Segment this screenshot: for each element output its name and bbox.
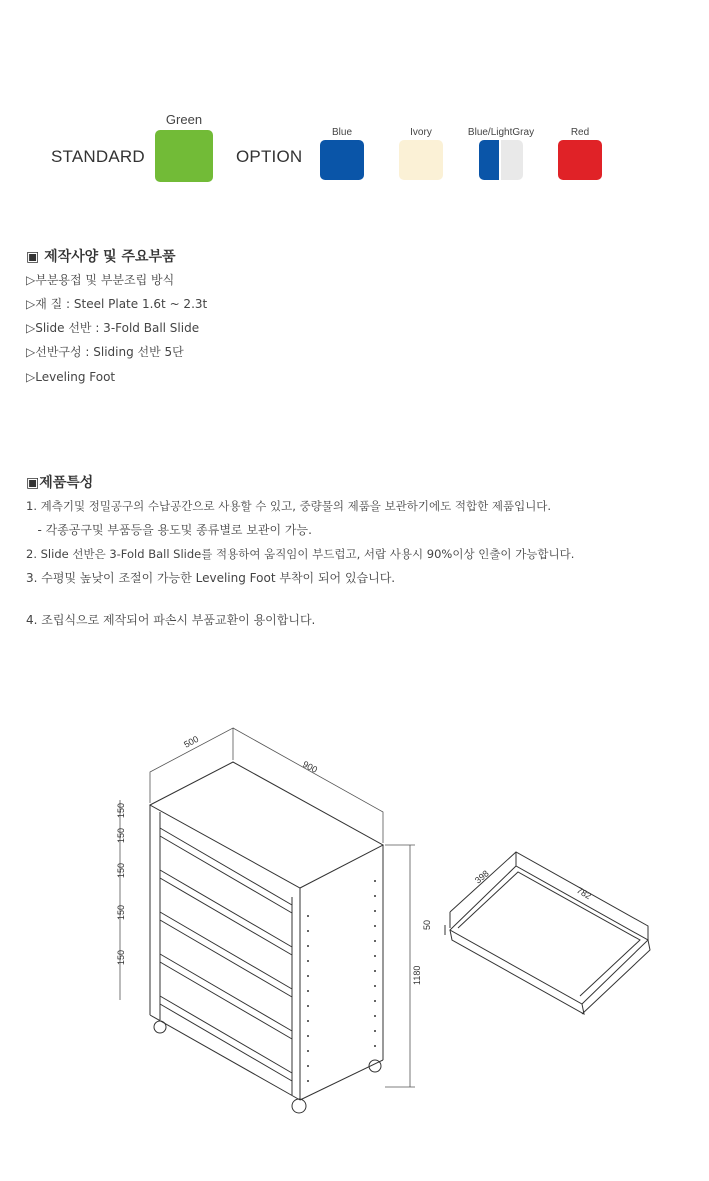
- option-label: OPTION: [236, 147, 303, 166]
- dim-gap-2: 150: [116, 827, 126, 843]
- swatch-red[interactable]: [558, 140, 602, 180]
- feature-item: - 각종공구및 부품등을 용도및 종류별로 보관이 가능.: [26, 523, 312, 537]
- option-color-name-blue: Blue: [331, 127, 352, 138]
- dim-drawer-width: 782: [575, 885, 594, 902]
- swatch-ivory[interactable]: [399, 140, 443, 180]
- dim-width: 900: [301, 758, 320, 775]
- standard-label: STANDARD: [51, 147, 145, 166]
- feature-item: 4. 조립식으로 제작되어 파손시 부품교환이 용이합니다.: [26, 613, 316, 627]
- dim-drawer-height: 50: [422, 919, 432, 930]
- dim-gap-1: 150: [116, 802, 126, 818]
- feature-item: 1. 계측기및 정밀공구의 수납공간으로 사용할 수 있고, 중량물의 제품을 보관하기에도 적합한 제품입니다.: [26, 499, 552, 513]
- feature-item: 2. Slide 선반은 3-Fold Ball Slide를 적용하여 움직임이 부드럽고, 서랍 사용시 90%이상 인출이 가능합니다.: [26, 547, 575, 561]
- standard-color-name: Green: [165, 112, 203, 127]
- dim-gap-4: 150: [116, 904, 126, 920]
- spec-item: ▷재 질 : Steel Plate 1.6t ~ 2.3t: [26, 297, 208, 311]
- option-color-name-ivory: Ivory: [410, 127, 432, 138]
- features-title: ▣제품특성: [26, 475, 94, 491]
- dim-gap-5: 150: [116, 949, 126, 965]
- spec-item: ▷선반구성 : Sliding 선반 5단: [26, 345, 184, 359]
- dim-depth: 500: [182, 733, 201, 750]
- dim-drawer-depth: 398: [472, 868, 491, 886]
- cabinet-technical-drawing: [100, 720, 660, 1130]
- spec-item: ▷Slide 선반 : 3-Fold Ball Slide: [26, 321, 200, 335]
- option-color-name-blue-lightgray: Blue/LightGray: [467, 127, 535, 138]
- swatch-blue[interactable]: [320, 140, 364, 180]
- feature-item: 3. 수평및 높낮이 조절이 가능한 Leveling Foot 부착이 되어 있습니다.: [26, 571, 396, 585]
- specs-title: ▣ 제작사양 및 주요부품: [26, 249, 176, 265]
- option-color-name-red: Red: [570, 127, 590, 138]
- swatch-green[interactable]: [155, 130, 213, 182]
- spec-item: ▷Leveling Foot: [26, 370, 116, 384]
- dim-gap-3: 150: [116, 862, 126, 878]
- spec-item: ▷부분용접 및 부분조립 방식: [26, 273, 175, 287]
- cabinet-body: [150, 762, 383, 1113]
- dim-height: 1180: [412, 965, 422, 985]
- color-options: [0, 0, 709, 200]
- swatch-blue-lightgray[interactable]: [479, 140, 523, 180]
